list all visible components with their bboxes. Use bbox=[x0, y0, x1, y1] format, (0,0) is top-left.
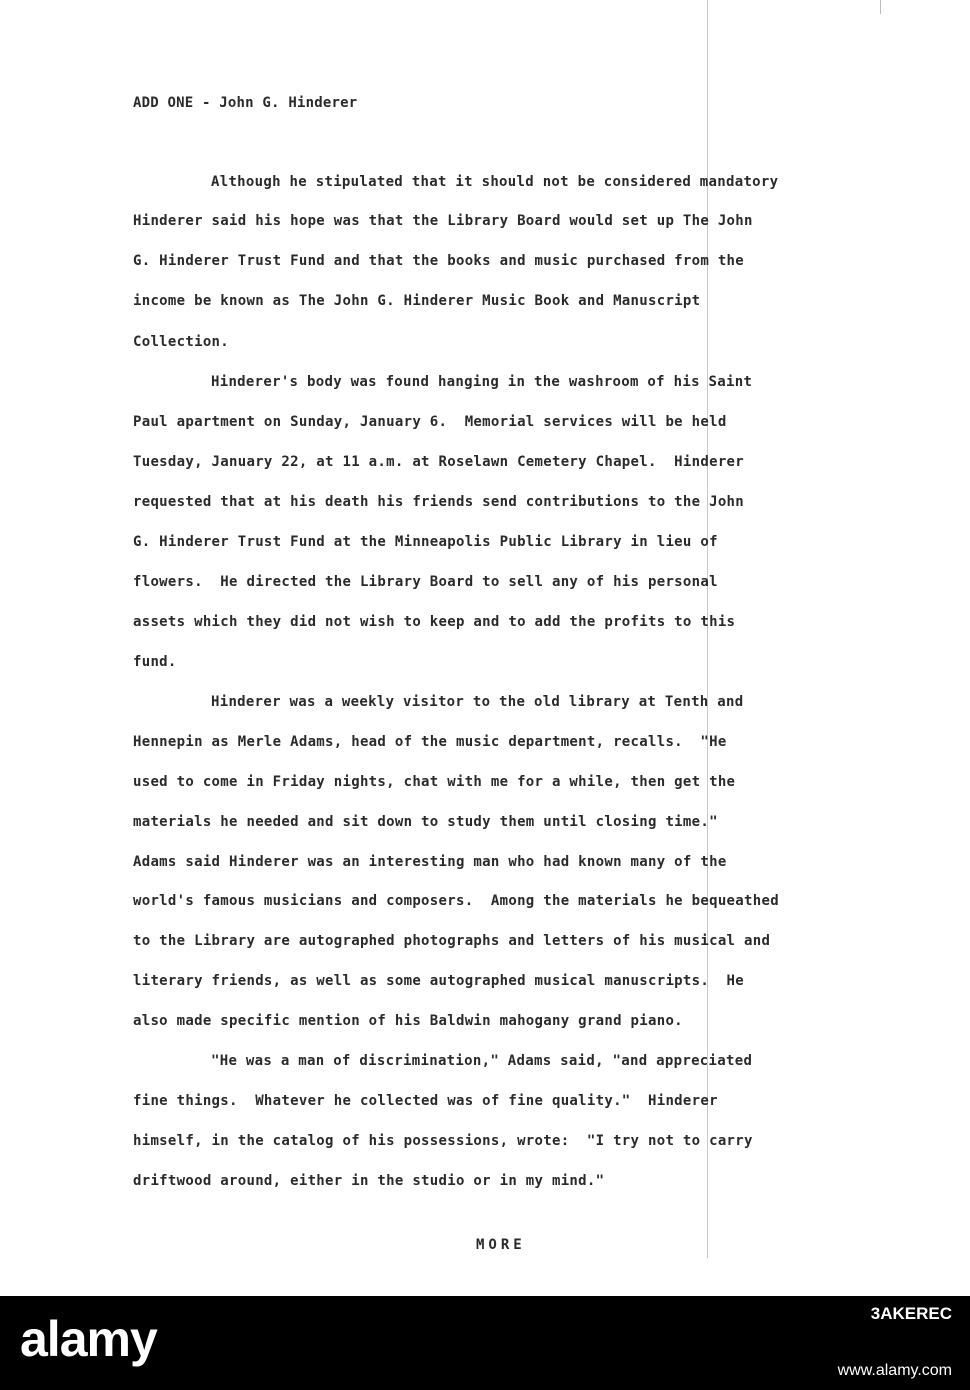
text-line: Hinderer's body was found hanging in the washroom of his Saint bbox=[211, 374, 753, 390]
watermark-logo: alamy bbox=[20, 1311, 157, 1367]
document-header: ADD ONE - John G. Hinderer bbox=[133, 95, 358, 111]
text-line: requested that at his death his friends send contributions to the John bbox=[133, 494, 745, 510]
text-line: "He was a man of discrimination," Adams said, "and appreciated bbox=[211, 1053, 753, 1069]
more-marker: MORE bbox=[476, 1237, 526, 1253]
text-line: literary friends, as well as some autographed musical manuscripts. He bbox=[133, 973, 745, 989]
text-line: assets which they did not wish to keep and to add the profits to this bbox=[133, 614, 736, 630]
text-line: Hinderer was a weekly visitor to the old library at Tenth and bbox=[211, 694, 744, 710]
text-line: G. Hinderer Trust Fund and that the books and music purchased from the bbox=[133, 253, 745, 269]
text-line: Hennepin as Merle Adams, head of the music department, recalls. "He bbox=[133, 734, 727, 750]
text-line: himself, in the catalog of his possessions, wrote: "I try not to carry bbox=[133, 1133, 753, 1149]
text-line: Collection. bbox=[133, 334, 230, 350]
text-line: used to come in Friday nights, chat with me for a while, then get the bbox=[133, 774, 736, 790]
text-line: Tuesday, January 22, at 11 a.m. at Roselawn Cemetery Chapel. Hinderer bbox=[133, 454, 745, 470]
text-line: Hinderer said his hope was that the Library Board would set up The John bbox=[133, 213, 753, 229]
text-line: Paul apartment on Sunday, January 6. Memorial services will be held bbox=[133, 414, 727, 430]
watermark-info bbox=[838, 1304, 952, 1380]
text-line: flowers. He directed the Library Board to sell any of his personal bbox=[133, 574, 718, 590]
text-line: also made specific mention of his Baldwin mahogany grand piano. bbox=[133, 1013, 683, 1029]
text-line: fund. bbox=[133, 654, 177, 670]
text-line: Although he stipulated that it should not be considered mandatory bbox=[211, 174, 779, 190]
watermark-banner bbox=[0, 1296, 970, 1390]
watermark-url: www.alamy.com bbox=[837, 1362, 952, 1379]
text-line: world's famous musicians and composers. Among the materials he bequeathed bbox=[133, 893, 779, 909]
text-line: materials he needed and sit down to study them until closing time." bbox=[133, 814, 718, 830]
text-line: income be known as The John G. Hinderer Music Book and Manuscript bbox=[133, 293, 701, 309]
text-line: driftwood around, either in the studio or in my mind." bbox=[133, 1173, 605, 1189]
image-id: 3AKEREC bbox=[870, 1304, 952, 1323]
edge-mark bbox=[880, 0, 881, 14]
text-line: to the Library are autographed photographs and letters of his musical and bbox=[133, 933, 771, 949]
text-line: Adams said Hinderer was an interesting man who had known many of the bbox=[133, 854, 727, 870]
text-line: G. Hinderer Trust Fund at the Minneapolis Public Library in lieu of bbox=[133, 534, 718, 550]
text-line: fine things. Whatever he collected was of fine quality." Hinderer bbox=[133, 1093, 718, 1109]
